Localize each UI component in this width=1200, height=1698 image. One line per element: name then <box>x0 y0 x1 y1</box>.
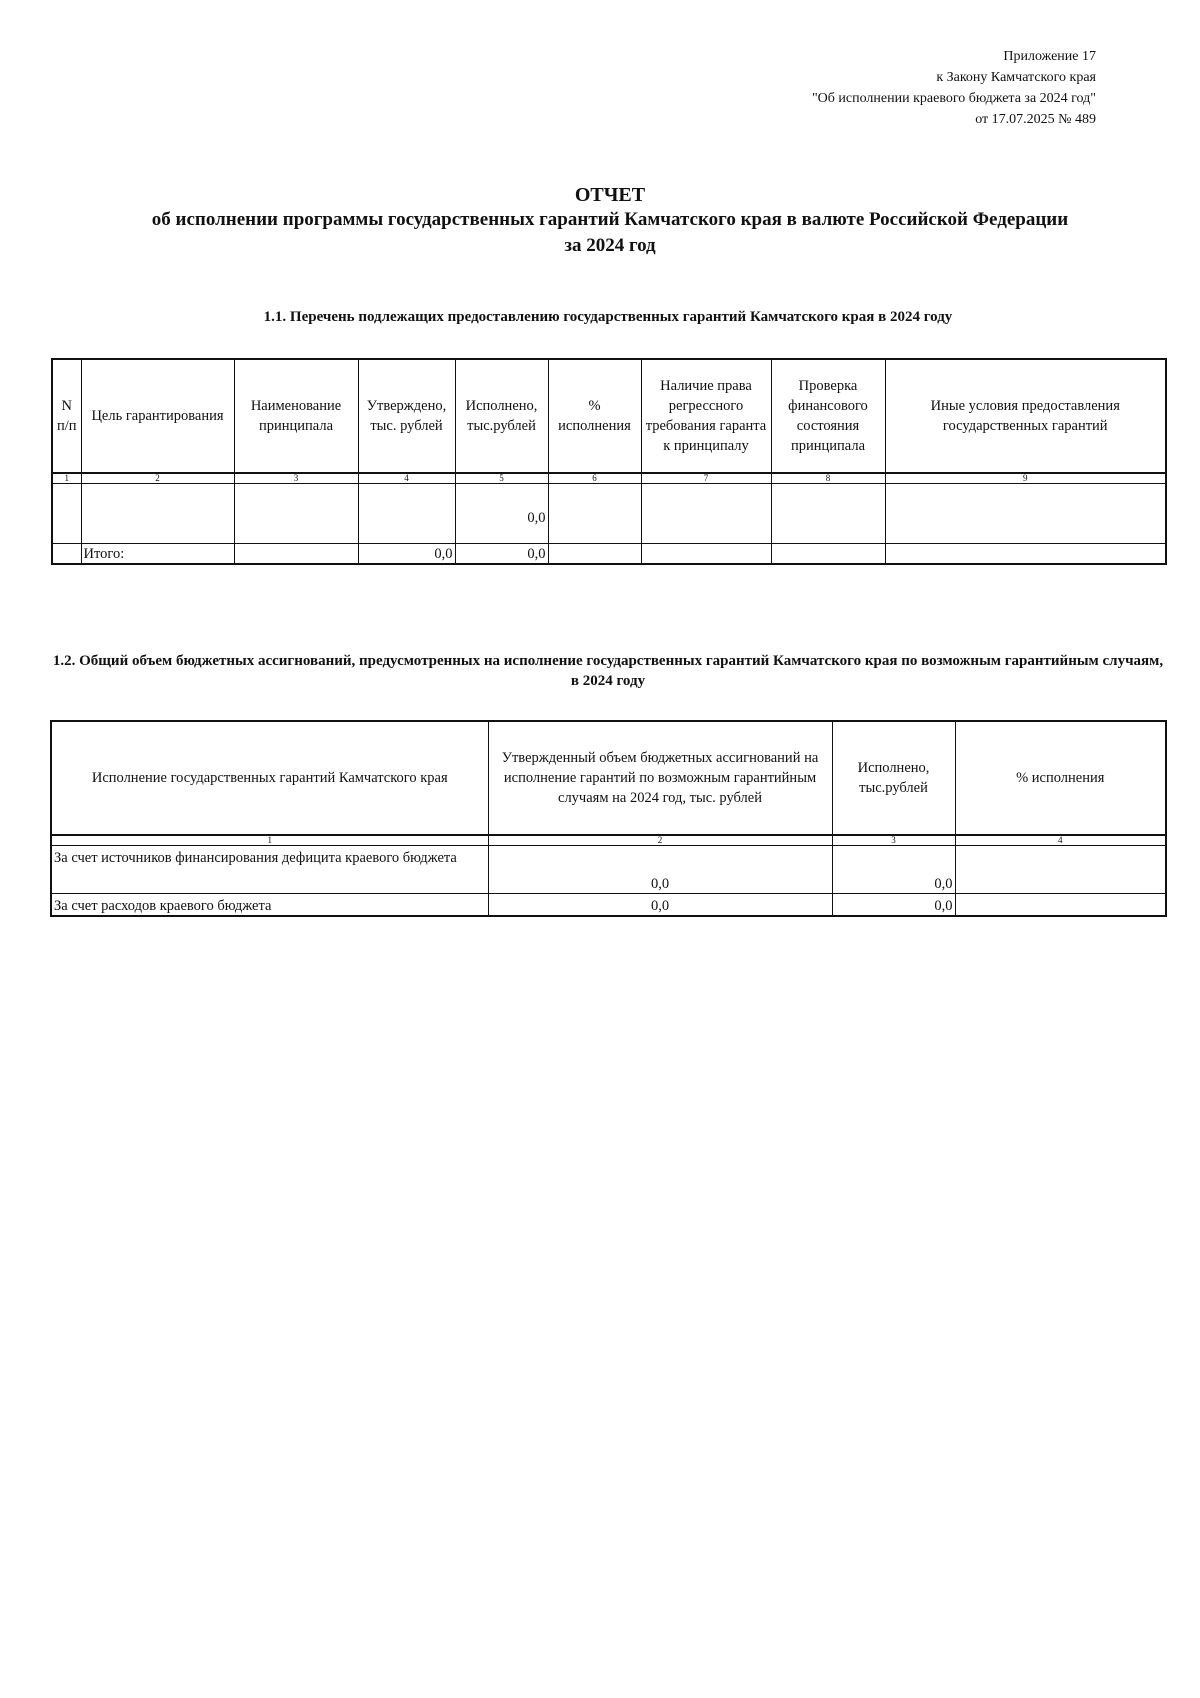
table-row <box>52 484 1166 544</box>
column-number: 2 <box>488 835 832 846</box>
table-row <box>51 894 1166 916</box>
column-number: 4 <box>955 835 1166 846</box>
total-label: Итого: <box>81 544 234 564</box>
appendix-header <box>812 46 1096 130</box>
table-cell <box>641 544 771 564</box>
report-year: за 2024 год <box>564 235 656 256</box>
approved-value: 0,0 <box>488 894 832 916</box>
header-purpose: Цель гарантирования <box>81 359 234 473</box>
header-approved-volume: Утвержденный объем бюджетных ассигнований на исполнение гарантий по возможным гарантийным случаям на 2024 год, тыс. рублей <box>488 721 832 835</box>
header-percent: % исполнения <box>548 359 641 473</box>
table-cell <box>885 544 1166 564</box>
column-number: 1 <box>52 473 81 484</box>
table-row <box>51 846 1166 894</box>
table1-column-numbers <box>52 473 1166 484</box>
total-row <box>52 544 1166 564</box>
column-number: 9 <box>885 473 1166 484</box>
executed-value: 0,0 <box>832 846 955 894</box>
table-cell <box>234 544 358 564</box>
header-approved: Утверждено, тыс. рублей <box>358 359 455 473</box>
header-regress-right: Наличие права регрессного требования гаранта к принципалу <box>641 359 771 473</box>
table-cell <box>641 484 771 544</box>
row-label: За счет источников финансирования дефицита краевого бюджета <box>51 846 488 894</box>
appendix-line-1: Приложение 17 <box>1003 49 1096 64</box>
column-number: 2 <box>81 473 234 484</box>
table-cell <box>52 544 81 564</box>
table2-header-row <box>51 721 1166 835</box>
table1-header-row <box>52 359 1166 473</box>
column-number: 1 <box>51 835 488 846</box>
report-subtitle: об исполнении программы государственных гарантий Камчатского края в валюте Российской Федерации <box>151 209 1069 230</box>
table2-column-numbers <box>51 835 1166 846</box>
table-cell <box>771 484 885 544</box>
header-other-conditions: Иные условия предоставления государственных гарантий <box>885 359 1166 473</box>
appendix-line-3: "Об исполнении краевого бюджета за 2024 год" <box>811 91 1096 106</box>
header-principal: Наименование принципала <box>234 359 358 473</box>
total-approved: 0,0 <box>358 544 455 564</box>
section-1-title: 1.1. Перечень подлежащих предоставлению государственных гарантий Камчатского края в 2024 году <box>263 309 953 325</box>
header-executed: Исполнено, тыс.рублей <box>455 359 548 473</box>
appendix-line-4: от 17.07.2025 № 489 <box>975 112 1096 127</box>
budget-allocations-table <box>50 720 1167 917</box>
column-number: 6 <box>548 473 641 484</box>
column-number: 8 <box>771 473 885 484</box>
column-number: 4 <box>358 473 455 484</box>
row-label: За счет расходов краевого бюджета <box>51 894 488 916</box>
table-cell <box>548 484 641 544</box>
approved-value: 0,0 <box>488 846 832 894</box>
percent-value <box>955 846 1166 894</box>
header-financial-check: Проверка финансового состояния принципала <box>771 359 885 473</box>
table-cell <box>358 484 455 544</box>
table-cell <box>234 484 358 544</box>
table-cell <box>52 484 81 544</box>
header-execution: Исполнение государственных гарантий Камчатского края <box>51 721 488 835</box>
header-n: N п/п <box>52 359 81 473</box>
executed-value: 0,0 <box>455 484 548 544</box>
header-executed: Исполнено, тыс.рублей <box>832 721 955 835</box>
table-cell <box>885 484 1166 544</box>
appendix-line-2: к Закону Камчатского края <box>936 70 1096 85</box>
percent-value <box>955 894 1166 916</box>
report-title: ОТЧЕТ <box>574 184 646 206</box>
column-number: 5 <box>455 473 548 484</box>
header-percent: % исполнения <box>955 721 1166 835</box>
section-2-title: 1.2. Общий объем бюджетных ассигнований, предусмотренных на исполнение государственных гарантий Камчатского края по возможным гарантийным случаям, в 2024 году <box>52 653 1164 689</box>
guarantees-list-table <box>51 358 1167 565</box>
table-cell <box>548 544 641 564</box>
column-number: 3 <box>832 835 955 846</box>
column-number: 3 <box>234 473 358 484</box>
table-cell <box>81 484 234 544</box>
total-executed: 0,0 <box>455 544 548 564</box>
table-cell <box>771 544 885 564</box>
executed-value: 0,0 <box>832 894 955 916</box>
column-number: 7 <box>641 473 771 484</box>
